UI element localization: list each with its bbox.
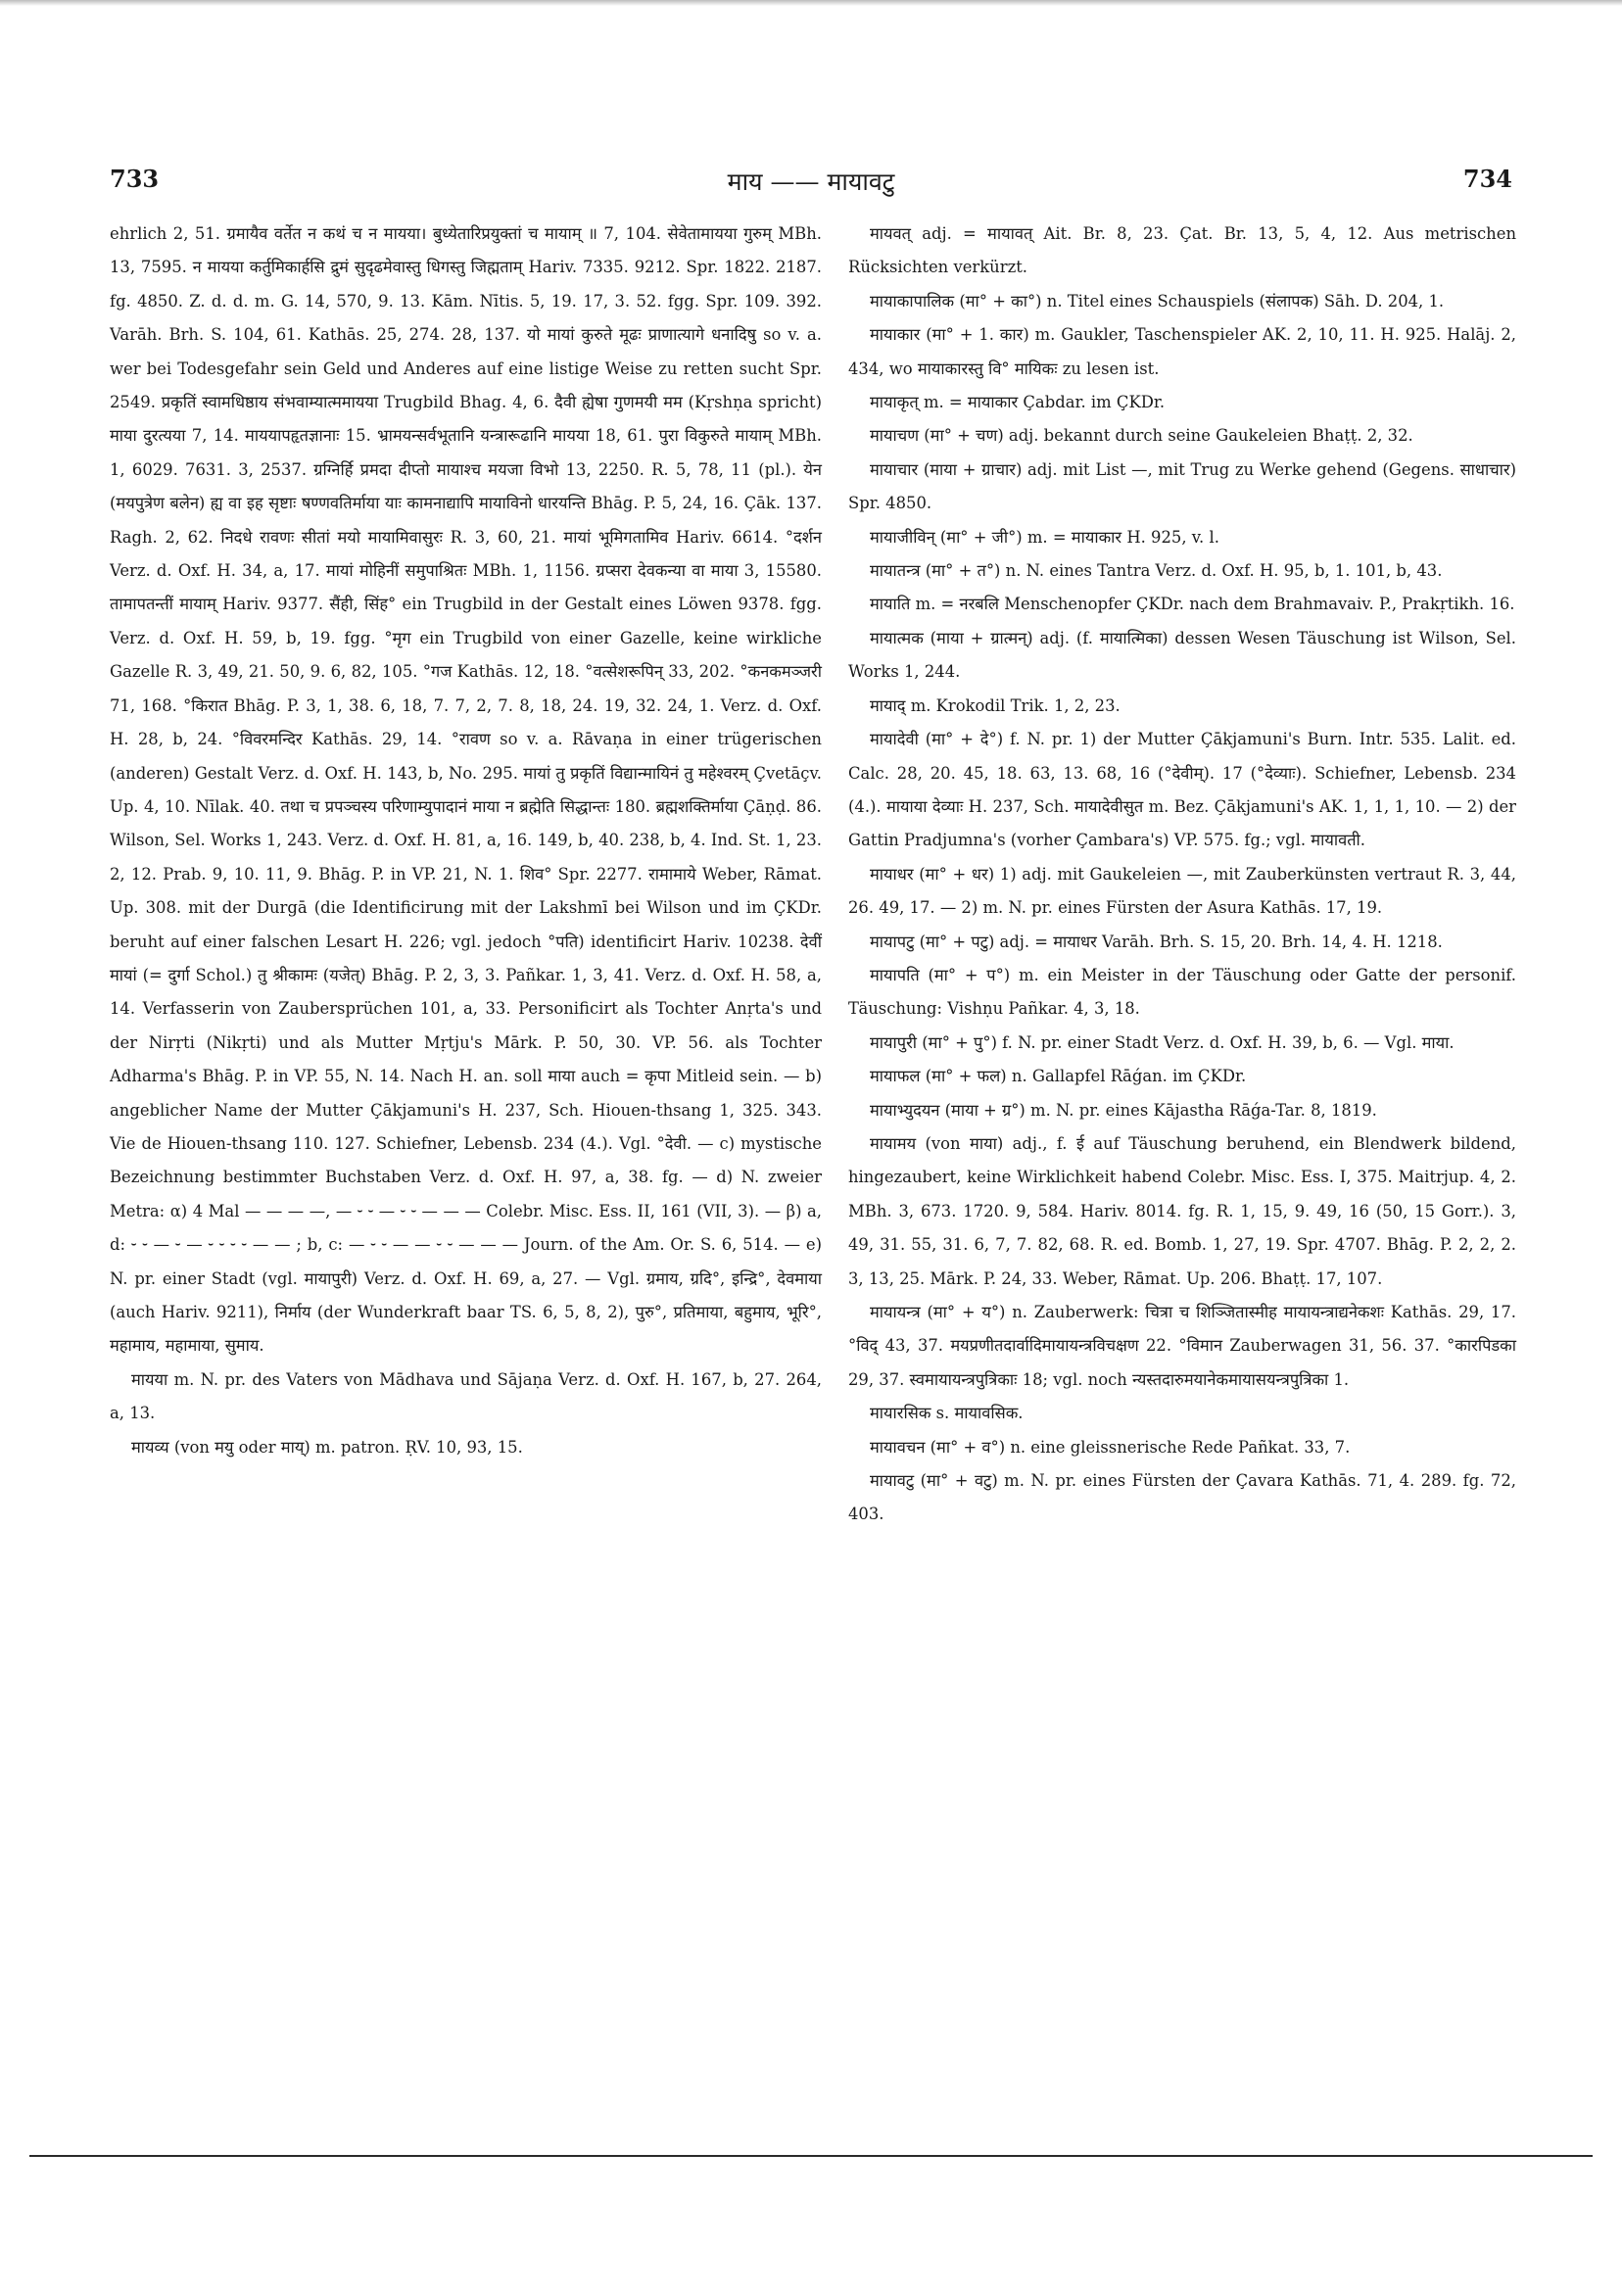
running-head: माय —— मायावटु (727, 167, 895, 196)
page-number-right: 734 (1462, 165, 1512, 193)
dictionary-entry: मायाचार (माया + ग्राचार) adj. mit List —, mit Trug zu Werke gehend (Gegens. साधाचार) Spr. 4850. (848, 459, 1516, 513)
dictionary-entry: मायाफल (मा° + फल) n. Gallapfel Rāǵan. im ÇKDr. (870, 1067, 1247, 1086)
page-number-left: 733 (110, 165, 160, 193)
dictionary-entry: मायातन्त्र (मा° + त°) n. N. eines Tantra Verz. d. Oxf. H. 95, b, 1. 101, b, 43. (870, 561, 1443, 581)
dictionary-entry: मायायन्त्र (मा° + य°) n. Zauberwerk: चित्रा च शिञ्जितास्मीह मायायन्त्राद्यनेकशः Kathās. 29, 17. °विद् 43, 37. मयप्रणीतदार्वादिमायायन्त्रविचक्षण 22. °विमान Zauberwagen 31, 56. 37. °कारपिडका 29, 37. स्वमायायन्त्रपुत्रिकाः 18; vgl. noch न्यस्तदारुमयानेकमायासयन्त्रपुत्रिका 1. (848, 1303, 1516, 1389)
dictionary-entry: मायामय (von माया) adj., f. ई auf Täuschung beruhend, ein Blendwerk bildend, hingezaubert, keine Wirklichkeit habend Colebr. Misc. Ess. I, 375. Maitrjup. 4, 2. MBh. 3, 673. 1720. 9, 584. Hariv. 8014. fg. R. 1, 15, 9. 49, 16 (50, 15 Gorr.). 3, 49, 31. 55, 31. 6, 7, 7. 82, 68. R. ed. Bomb. 1, 27, 19. Spr. 4707. Bhāg. P. 2, 2, 2. 3, 13, 25. Mārk. P. 24, 33. Weber, Rāmat. Up. 206. Bhaṭṭ. 17, 107. (848, 1133, 1516, 1288)
dictionary-entry: मायावटु (मा° + वटु) m. N. pr. eines Fürsten der Çavara Kathās. 71, 4. 289. fg. 72, 403. (848, 1471, 1516, 1524)
dictionary-entry: मायापुरी (मा° + पु°) f. N. pr. einer Stadt Verz. d. Oxf. H. 39, b, 6. — Vgl. माया. (870, 1032, 1455, 1052)
dictionary-entry: मायावचन (मा° + व°) n. eine gleissnerische Rede Pañkat. 33, 7. (870, 1437, 1351, 1457)
right-column (848, 217, 1516, 1532)
dictionary-entry: मायाचण (मा° + चण) adj. bekannt durch seine Gaukeleien Bhaṭṭ. 2, 32. (870, 426, 1413, 446)
footer-rule (29, 2155, 1593, 2157)
dictionary-entry: मायाति m. = नरबलि Menschenopfer ÇKDr. nach dem Brahmavaiv. P., Prakṛtikh. 16. (870, 595, 1515, 614)
dictionary-entry: मायव्य (von मयु oder माय्) m. patron. ṚV. 10, 93, 15. (131, 1437, 523, 1457)
dictionary-entry: मायाधर (मा° + धर) 1) adj. mit Gaukeleien —, mit Zauberkünsten vertraut R. 3, 44, 26. 49, 17. — 2) m. N. pr. eines Fürsten der Asura Kathās. 17, 19. (848, 864, 1516, 918)
dictionary-entry: मायापति (मा° + प°) m. ein Meister in der Täuschung oder Gatte der personif. Täuschung: Vishṇu Pañkar. 4, 3, 18. (848, 965, 1516, 1019)
dictionary-entry: मायाभ्युदयन (माया + ग्र°) m. N. pr. eines Kājastha Rāǵa-Tar. 8, 1819. (870, 1100, 1377, 1120)
dictionary-entry: मायात्मक (माया + ग्रात्मन्) adj. (f. मायात्मिका) dessen Wesen Täuschung ist Wilson, Sel. Works 1, 244. (848, 628, 1516, 682)
dictionary-entry: मायादेवी (मा° + दे°) f. N. pr. 1) der Mutter Çākjamuni's Burn. Intr. 535. Lalit. ed. Calc. 28, 20. 45, 18. 63, 13. 68, 16 (°देवीम्). 17 (°देव्याः). Schiefner, Lebensb. 234 (4.). मायाया देव्याः H. 237, Sch. मायादेवीसुत m. Bez. Çākjamuni's AK. 1, 1, 1, 10. — 2) der Gattin Pradjumna's (vorher Çambara's) VP. 575. fg.; vgl. मायावती. (848, 730, 1516, 850)
dictionary-entry: मायाकृत् m. = मायाकार Çabdar. im ÇKDr. (870, 393, 1166, 412)
dictionary-entry-maya: ehrlich 2, 51. ग्रमायैव वर्तेत न कथं च न मायया। बुध्येतारिप्रयुक्तां च मायाम् ॥ 7, 104. सेवेतामायया गुरुम् MBh. 13, 7595. न मायया कर्तुमिकार्हसि द्रुमं सुदृढमेवास्तु धिगस्तु जिह्मताम् Hariv. 7335. 9212. Spr. 1822. 2187. fg. 4850. Z. d. d. m. G. 14, 570, 9. 13. Kām. Nītis. 5, 19. 17, 3. 52. fgg. Spr. 109. 392. Varāh. Brh. S. 104, 61. Kathās. 25, 274. 28, 137. यो मायां कुरुते मूढः प्राणात्यागे धनादिषु so v. a. wer bei Todesgefahr sein Geld und Anderes auf eine listige Weise zu retten sucht Spr. 2549. प्रकृतिं स्वामधिष्ठाय संभवाम्यात्ममायया Trugbild Bhag. 4, 6. दैवी ह्येषा गुणमयी मम (Kṛshṇa spricht) माया दुरत्यया 7, 14. माययापहृतज्ञानाः 15. भ्रामयन्सर्वभूतानि यन्त्रारूढानि मायया 18, 61. पुरा विकुरुते मायाम् MBh. 1, 6029. 7631. 3, 2537. ग्रग्निर्हि प्रमदा दीप्तो मायाश्च मयजा विभो 13, 2250. R. 5, 78, 11 (pl.). येन (मयपुत्रेण बलेन) ह्य वा इह सृष्टाः षण्णवतिर्माया याः कामनाद्यापि मायाविनो धारयन्ति Bhāg. P. 5, 24, 16. Çāk. 137. Ragh. 2, 62. निदधे रावणः सीतां मयो मायामिवासुरः R. 3, 60, 21. मायां भूमिगतामिव Hariv. 6614. °दर्शन Verz. d. Oxf. H. 34, a, 17. मायां मोहिनीं समुपाश्रितः MBh. 1, 1156. ग्रप्सरा देवकन्या वा माया 3, 15580. तामापतन्तीं मायाम् Hariv. 9377. सैंही, सिंह° ein Trugbild in der Gestalt eines Löwen 9378. fgg. Verz. d. Oxf. H. 59, b, 19. fgg. °मृग ein Trugbild von einer Gazelle, keine wirkliche Gazelle R. 3, 49, 21. 50, 9. 6, 82, 105. °गज Kathās. 12, 18. °वत्सेशरूपिन् 33, 202. °कनकमञ्जरी 71, 168. °किरात Bhāg. P. 3, 1, 38. 6, 18, 7. 7, 2, 7. 8, 18, 24. 19, 32. 24, 1. Verz. d. Oxf. H. 28, b, 24. °विवरमन्दिर Kathās. 29, 14. °रावण so v. a. Rāvaṇa in einer trügerischen (anderen) Gestalt Verz. d. Oxf. H. 143, b, No. 295. मायां तु प्रकृतिं विद्यान्मायिनं तु महेश्वरम् Çvetāçv. Up. 4, 10. Nīlak. 40. तथा च प्रपञ्चस्य परिणाम्युपादानं माया न ब्रह्मेति सिद्धान्तः 180. ब्रह्मशक्तिर्माया Çāṇḍ. 86. Wilson, Sel. Works 1, 243. Verz. d. Oxf. H. 81, a, 16. 149, b, 40. 238, b, 4. Ind. St. 1, 23. 2, 12. Prab. 9, 10. 11, 9. Bhāg. P. in VP. 21, N. 1. शिव° Spr. 2277. रामामाये Weber, Rāmat. Up. 308. mit der Durgā (die Identificirung mit der Lakshmī bei Wilson und im ÇKDr. beruht auf einer falschen Lesart H. 226; vgl. jedoch °पति) identificirt Hariv. 10238. देवीं मायां (= दुर्गा Schol.) तु श्रीकामः (यजेत्) Bhāg. P. 2, 3, 3. Pañkar. 1, 3, 41. Verz. d. Oxf. H. 58, a, 14. Verfasserin von Zaubersprüchen 101, a, 33. Personificirt als Tochter Anṛta's und der Nirṛti (Nikṛti) und als Mutter Mṛtju's Mārk. P. 50, 30. VP. 56. als Tochter Adharma's Bhāg. P. in VP. 55, N. 14. Nach H. an. soll माया auch = कृपा Mitleid sein. — b) angeblicher Name der Mutter Çākjamuni's H. 237, Sch. Hiouen-thsang 1, 325. 343. Vie de Hiouen-thsang 110. 127. Schiefner, Lebensb. 234 (4.). Vgl. °देवी. — c) mystische Bezeichnung bestimmter Buchstaben Verz. d. Oxf. H. 97, a, 38. fg. — d) N. zweier Metra: α) 4 Mal — — — —, — ⏑ ⏑ — ⏑ ⏑ — — — Colebr. Misc. Ess. II, 161 (VII, 3). — β) a, d: ⏑ ⏑ — ⏑ — ⏑ ⏑ ⏑ ⏑ — — ; b, c: — ⏑ ⏑ — — ⏑ ⏑ — — — Journ. of the Am. Or. S. 6, 514. — e) N. pr. einer Stadt (vgl. मायापुरी) Verz. d. Oxf. H. 69, a, 27. — Vgl. ग्रमाय, ग्रदि°, इन्द्रि°, देवमाया (auch Hariv. 9211), निर्माय (der Wunderkraft baar TS. 6, 5, 8, 2), पुरु°, प्रतिमाया, बहुमाय, भूरि°, महामाय, महामाया, सुमाय. (110, 224, 822, 1356)
dictionary-entry: मायारसिक s. मायावसिक. (870, 1404, 1024, 1423)
scan-edge (0, 0, 1622, 6)
dictionary-entry: मायापटु (मा° + पटु) adj. = मायाधर Varāh. Brh. S. 15, 20. Brh. 14, 4. H. 1218. (870, 932, 1443, 951)
left-column (110, 217, 822, 1464)
dictionary-entry: मायवत् adj. = मायावत् Ait. Br. 8, 23. Çat. Br. 13, 5, 4, 12. Aus metrischen Rücksichten verkürzt. (848, 224, 1516, 277)
dictionary-entry: मायाकार (मा° + 1. कार) m. Gaukler, Taschenspieler AK. 2, 10, 11. H. 925. Halāj. 2, 434, wo मायाकारस्तु वि° मायिकः zu lesen ist. (848, 325, 1516, 378)
dictionary-entry: मायाजीविन् (मा° + जी°) m. = मायाकार H. 925, v. l. (870, 527, 1219, 547)
dictionary-entry: मायया m. N. pr. des Vaters von Mādhava und Sājaṇa Verz. d. Oxf. H. 167, b, 27. 264, a, 13. (110, 1369, 822, 1423)
page-header (0, 165, 1622, 204)
dictionary-entry: मायाद् m. Krokodil Trik. 1, 2, 23. (870, 695, 1121, 715)
dictionary-entry: मायाकापालिक (मा° + का°) n. Titel eines Schauspiels (संलापक) Sāh. D. 204, 1. (870, 291, 1445, 311)
